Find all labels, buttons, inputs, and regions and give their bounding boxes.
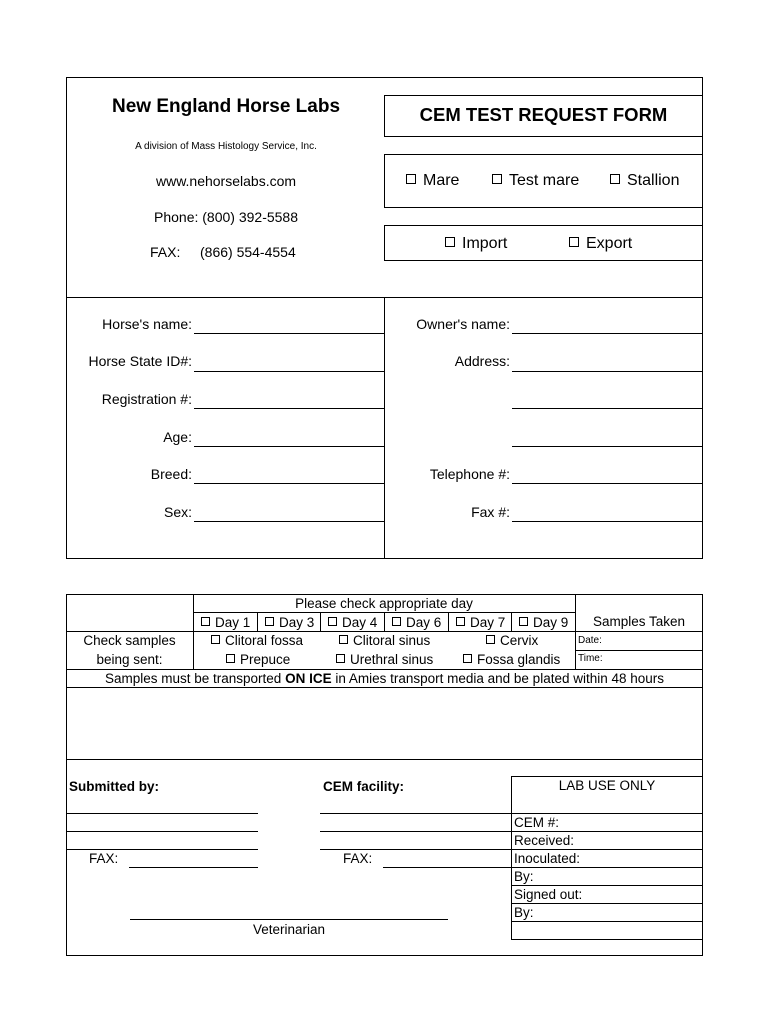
checkbox-icon[interactable] [569,237,579,247]
grid-line [511,903,703,904]
checkbox-cervix[interactable]: Cervix [486,634,538,648]
checkbox-icon[interactable] [336,654,345,663]
grid-line [384,612,385,631]
horse-state-id-field[interactable] [194,371,384,372]
submitted-by-label: Submitted by: [69,779,159,794]
submitted-by-line-2[interactable] [66,831,258,832]
owner-name-label: Owner's name: [416,316,510,332]
signed-out-label: Signed out: [514,887,583,902]
day-heading: Please check appropriate day [295,596,473,611]
cem-facility-line-3[interactable] [320,849,512,850]
checkbox-icon[interactable] [265,617,274,626]
breed-field[interactable] [194,483,384,484]
fax-number: (866) 554-4554 [200,244,296,260]
checkbox-stallion[interactable]: Stallion [610,173,679,189]
registration-label: Registration #: [101,391,192,407]
grid-line [66,759,703,760]
cem-facility-fax-label: FAX: [343,851,373,866]
address-field-2[interactable] [512,408,702,409]
transport-note-post: in Amies transport media and be plated within 48 hours [331,671,665,686]
checkbox-mare[interactable]: Mare [406,173,459,189]
checkbox-icon[interactable] [463,654,472,663]
grid-line [511,849,703,850]
checkbox-icon[interactable] [328,617,337,626]
age-label: Age: [163,429,192,445]
checkbox-icon[interactable] [610,174,620,184]
time-label: Time: [578,653,603,664]
transport-note-bold: ON ICE [285,671,332,686]
submitted-fax-field[interactable] [129,867,258,868]
checkbox-prepuce[interactable]: Prepuce [226,653,290,667]
sex-label: Sex: [163,504,192,520]
veterinarian-label: Veterinarian [252,922,326,937]
transport-note-pre: Samples must be transported [104,671,286,686]
transport-note [66,672,703,686]
grid-line [511,885,703,886]
grid-line [511,813,703,814]
fax-label: FAX: [150,244,181,260]
checkbox-test-mare[interactable]: Test mare [492,173,579,189]
checkbox-icon[interactable] [492,174,502,184]
section-divider [384,297,385,559]
cem-facility-line-2[interactable] [320,831,512,832]
owner-fax-label: Fax #: [471,504,510,520]
checkbox-icon[interactable] [519,617,528,626]
inoculated-label: Inoculated: [514,851,581,866]
check-samples-label-2: being sent: [96,652,163,667]
received-label: Received: [514,833,575,848]
checkbox-clitoral-sinus[interactable]: Clitoral sinus [339,634,430,648]
samples-taken-label: Samples Taken [592,614,686,629]
cem-facility-fax-field[interactable] [383,867,512,868]
checkbox-icon[interactable] [392,617,401,626]
checkbox-icon[interactable] [339,635,348,644]
phone-text: Phone: (800) 392-5588 [154,209,298,225]
checkbox-icon[interactable] [211,635,220,644]
grid-line [511,831,703,832]
submitted-by-line-1[interactable] [66,813,258,814]
breed-label: Breed: [150,466,192,482]
cem-facility-line-1[interactable] [320,813,512,814]
form-title: CEM TEST REQUEST FORM [419,104,668,125]
division-text: A division of Mass Histology Service, Inc. [135,141,317,152]
checkbox-icon[interactable] [406,174,416,184]
checkbox-day-7[interactable]: Day 7 [456,616,505,630]
grid-line [66,631,703,632]
horse-name-field[interactable] [194,333,384,334]
address-label: Address: [454,353,510,369]
checkbox-icon[interactable] [226,654,235,663]
checkbox-icon[interactable] [201,617,210,626]
address-field-3[interactable] [512,446,702,447]
horse-state-id-label: Horse State ID#: [88,353,192,369]
checkbox-icon[interactable] [445,237,455,247]
cem-facility-label: CEM facility: [323,779,405,794]
sex-field[interactable] [194,521,384,522]
checkbox-fossa-glandis[interactable]: Fossa glandis [463,653,560,667]
grid-line [448,612,449,631]
horse-name-label: Horse's name: [102,316,192,332]
checkbox-export[interactable]: Export [569,236,632,252]
checkbox-day-3[interactable]: Day 3 [265,616,314,630]
checkbox-day-9[interactable]: Day 9 [519,616,568,630]
inoculated-by-label: By: [514,869,534,884]
grid-line [66,669,703,670]
address-field-1[interactable] [512,371,702,372]
telephone-field[interactable] [512,483,702,484]
veterinarian-signature-line[interactable] [130,919,448,920]
grid-line [320,612,321,631]
owner-name-field[interactable] [512,333,702,334]
checkbox-import[interactable]: Import [445,236,507,252]
grid-line [257,612,258,631]
signed-out-by-label: By: [514,905,534,920]
checkbox-clitoral-fossa[interactable]: Clitoral fossa [211,634,303,648]
age-field[interactable] [194,446,384,447]
lab-use-title: LAB USE ONLY [558,778,656,793]
checkbox-day-4[interactable]: Day 4 [328,616,377,630]
check-samples-label: Check samples [83,633,176,648]
submitted-by-line-3[interactable] [66,849,258,850]
cem-number-label: CEM #: [514,815,560,830]
telephone-label: Telephone #: [429,466,510,482]
grid-line [575,650,703,651]
notes-area[interactable] [67,688,702,759]
submitted-fax-label: FAX: [89,851,119,866]
website-link[interactable]: www.nehorselabs.com [155,173,297,189]
grid-line [511,612,512,631]
checkbox-icon[interactable] [456,617,465,626]
checkbox-icon[interactable] [486,635,495,644]
checkbox-urethral-sinus[interactable]: Urethral sinus [336,653,433,667]
lab-name: New England Horse Labs [111,96,341,117]
checkbox-day-1[interactable]: Day 1 [201,616,250,630]
owner-fax-field[interactable] [512,521,702,522]
registration-field[interactable] [194,408,384,409]
grid-line [511,867,703,868]
shipment-box [384,225,703,261]
date-label: Date: [578,635,602,646]
grid-line [511,921,703,922]
checkbox-day-6[interactable]: Day 6 [392,616,441,630]
